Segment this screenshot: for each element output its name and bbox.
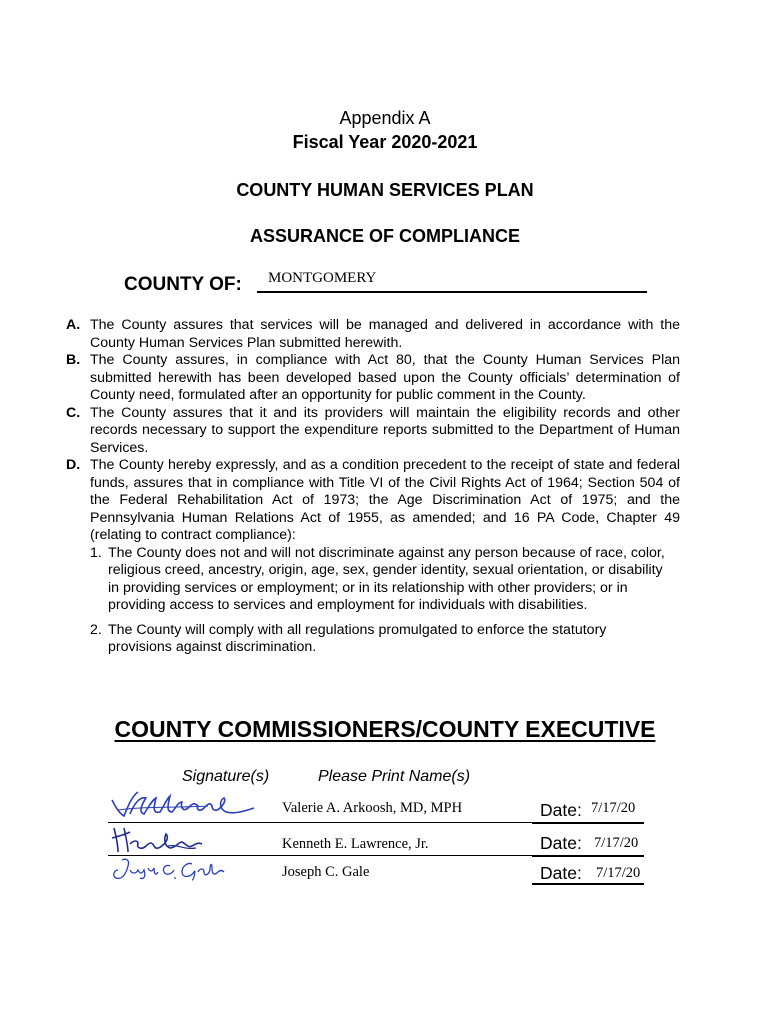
appendix-label: Appendix A xyxy=(339,108,431,128)
assurance-text: The County assures, in compliance with Act 80, that the County Human Services Plan submitted herewith has been developed based upon the County officials’ determination of County need, formulated after an opportunity for public comment in the County. xyxy=(90,352,680,403)
sub-assurance-marker: 2. xyxy=(90,621,102,638)
county-value: MONTGOMERY xyxy=(268,270,377,286)
sub-assurance-item-1 xyxy=(90,545,680,615)
printed-name: Joseph C. Gale xyxy=(282,864,370,880)
assurance-text: The County hereby expressly, and as a condition precedent to the receipt of state and federal funds, assures that in compliance with Title VI of the Civil Rights Act of 1964; Section 504 of the Federal Rehabilitation Act of 1973; the Age Discrimination Act of 1975; and the Pennsylvania Human Relations Act of 1955, as amended; and 16 PA Code, Chapter 49 (relating to contract compliance): xyxy=(90,457,680,543)
sub-assurance-list xyxy=(66,545,680,657)
assurance-marker: A. xyxy=(66,317,81,333)
sub-assurance-marker: 1. xyxy=(90,544,102,561)
signature-image xyxy=(108,786,258,822)
section-title: COUNTY COMMISSIONERS/COUNTY EXECUTIVE xyxy=(114,716,656,742)
assurance-marker: C. xyxy=(66,404,81,421)
county-label: COUNTY OF: xyxy=(124,274,242,295)
date-label: Date: xyxy=(540,833,582,853)
printed-name: Kenneth E. Lawrence, Jr. xyxy=(282,836,429,852)
assurance-item-d xyxy=(66,457,680,545)
date-row-line xyxy=(532,822,644,824)
name-column-header: Please Print Name(s) xyxy=(318,768,471,785)
date-label: Date: xyxy=(540,863,582,883)
assurance-list xyxy=(66,317,680,657)
printed-name: Valerie A. Arkoosh, MD, MPH xyxy=(282,800,463,816)
date-value: 7/17/20 xyxy=(594,835,639,851)
assurance-item-b xyxy=(66,352,680,405)
assurance-marker: D. xyxy=(66,457,81,473)
county-underline xyxy=(257,291,647,293)
fiscal-year: Fiscal Year 2020-2021 xyxy=(292,132,478,152)
sub-assurance-text: The County will comply with all regulations promulgated to enforce the statutory provisions against discrimination. xyxy=(108,621,607,655)
date-value: 7/17/20 xyxy=(596,865,641,881)
date-value: 7/17/20 xyxy=(591,800,636,816)
assurance-text: The County assures that it and its providers will maintain the eligibility records and other records necessary to support the expenditure reports submitted to the Department of Human Services. xyxy=(90,404,680,456)
date-row-line xyxy=(532,855,644,857)
assurance-marker: B. xyxy=(66,352,81,368)
signature-image xyxy=(108,850,258,886)
assurance-item-c xyxy=(66,405,680,458)
date-row-line xyxy=(532,883,644,885)
sub-assurance-item-2 xyxy=(90,622,680,657)
plan-title: COUNTY HUMAN SERVICES PLAN xyxy=(236,180,534,200)
signature-column-header: Signature(s) xyxy=(182,768,270,785)
assurance-text: The County assures that services will be managed and delivered in accordance with the County Human Services Plan submitted herewith. xyxy=(90,317,680,351)
sub-assurance-text: The County does not and will not discriminate against any person because of race, color, religious creed, ancestry, origin, age, sex, gender identity, sexual orientation, or disability in providing services or employment; or in its relationship with other providers; or in providing access to services and employment for individuals with disabilities. xyxy=(108,544,665,613)
assurance-title: ASSURANCE OF COMPLIANCE xyxy=(249,226,520,246)
date-label: Date: xyxy=(540,800,582,820)
assurance-item-a xyxy=(66,317,680,352)
